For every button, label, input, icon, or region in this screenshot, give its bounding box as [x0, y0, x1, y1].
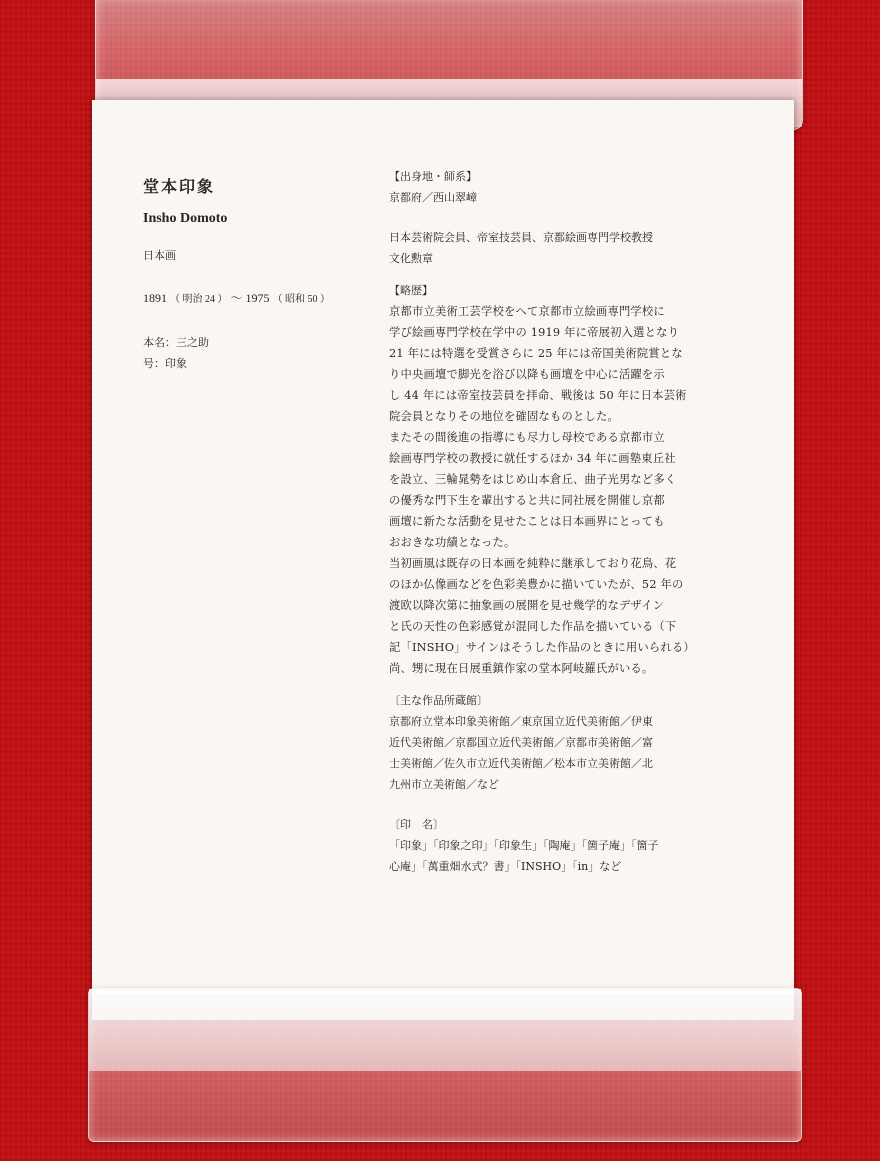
artist-name-jp: 堂本印象 — [143, 177, 216, 196]
life-dates — [143, 289, 363, 306]
spacer — [389, 208, 749, 227]
artist-details — [389, 166, 749, 877]
history-line: と氏の天性の色彩感覚が混同した作品を描いている（下 — [389, 620, 677, 633]
history-line: おおきな功績となった。 — [389, 536, 516, 549]
titles-line: 日本芸術院会員、帝室技芸員、京都絵画専門学校教授 — [389, 231, 653, 244]
history-line: 渡欧以降次第に抽象画の展開を見せ幾学的なデザイン — [389, 599, 665, 612]
history-line: またその間後進の指導にも尽力し母校である京都市立 — [389, 431, 665, 444]
history-line: 21 年には特選を受賞さらに 25 年には帝国美術院賞とな — [389, 347, 683, 360]
seals-line: 「印象」「印象之印」「印象生」「陶庵」「箇子庵」「箇子 — [389, 839, 659, 852]
history-line: 京都市立美術工芸学校をへて京都市立絵画専門学校に — [389, 305, 665, 318]
origin-heading: 【出身地・師系】 — [389, 170, 477, 183]
collections-line: 九州市立美術館／など — [389, 778, 499, 791]
history-line: 画壇に新たな活動を見せたことは日本画界にとっても — [389, 515, 665, 528]
artist-name-en: Insho Domoto — [143, 211, 228, 226]
death-year: 1975 — [245, 291, 270, 305]
history-line: 絵画専門学校の教授に就任するほか 34 年に画塾東丘社 — [389, 452, 676, 465]
history-heading: 【略歴】 — [389, 284, 433, 297]
holder-edge — [89, 989, 801, 1071]
spacer — [389, 269, 749, 280]
genre-label: 日本画 — [143, 249, 176, 262]
spacer — [389, 795, 749, 814]
birth-year: 1891 — [143, 291, 167, 305]
history-line: 学び絵画専門学校在学中の 1919 年に帝展初入選となり — [389, 326, 680, 339]
history-line: のほか仏像画などを色彩美豊かに描いていたが、52 年の — [389, 578, 684, 591]
history-line: 尚、甥に現在日展重鎮作家の堂本阿岐羅氏がいる。 — [389, 662, 654, 675]
origin-text: 京都府／西山翠嶂 — [389, 191, 477, 204]
collections-line: 近代美術館／京都国立近代美術館／京都市美術館／富 — [389, 736, 653, 749]
seals-line: 心庵」「萬重畑水式？書」「INSHO」「in」など — [389, 860, 622, 873]
spacer — [389, 679, 749, 690]
collections-heading: 〔主な作品所蔵館〕 — [389, 694, 488, 707]
history-line: し 44 年には帝室技芸員を拝命、戦後は 50 年に日本芸術 — [389, 389, 687, 402]
real-name: 本名：三之助 — [143, 336, 209, 349]
artist-summary — [143, 174, 363, 374]
titles-line: 文化勲章 — [389, 252, 433, 265]
history-line: り中央画壇で脚光を浴び以降も画壇を中心に活躍を示 — [389, 368, 665, 381]
name-details — [143, 332, 363, 374]
history-line: 院会員となりその地位を確固なものとした。 — [389, 410, 619, 423]
history-line: 当初画風は既存の日本画を純粋に継承しており花鳥、花 — [389, 557, 677, 570]
collections-line: 京都府立堂本印象美術館／東京国立近代美術館／伊東 — [389, 715, 653, 728]
date-dash: 〜 — [230, 291, 243, 305]
acrylic-holder-bottom — [88, 988, 802, 1142]
art-name: 号：印象 — [143, 357, 187, 370]
history-line: の優秀な門下生を輩出すると共に同社展を開催し京都 — [389, 494, 665, 507]
birth-era: （ 明治 24 ） — [170, 294, 228, 305]
collections-line: 士美術館／佐久市立近代美術館／松本市立美術館／北 — [389, 757, 653, 770]
holder-highlight — [97, 991, 793, 994]
history-text — [389, 301, 749, 679]
history-line: を設立、三輪晁勢をはじめ山本倉丘、曲子光男など多く — [389, 473, 677, 486]
history-line: 記「INSHO」サインはそうした作品のときに用いられる） — [389, 641, 695, 654]
death-era: （ 昭和 50 ） — [272, 294, 331, 305]
seals-heading: 〔印 名〕 — [389, 818, 444, 831]
